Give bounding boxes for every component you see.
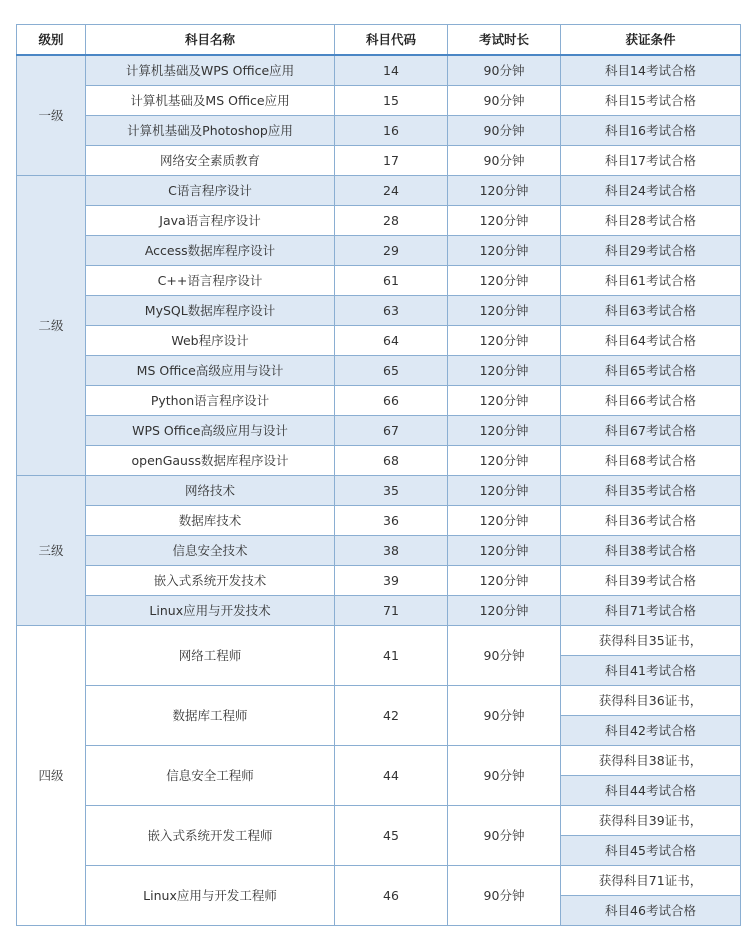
subject-code-cell: 46 <box>335 866 448 926</box>
exam-duration-cell: 90分钟 <box>448 116 561 146</box>
subject-name-cell: 数据库技术 <box>86 506 335 536</box>
subject-code-cell: 39 <box>335 566 448 596</box>
table-row <box>17 206 741 236</box>
certificate-condition-cell: 科目39考试合格 <box>561 566 741 596</box>
certificate-condition-cell: 科目24考试合格 <box>561 176 741 206</box>
level-cell: 二级 <box>17 176 86 476</box>
exam-duration-cell: 120分钟 <box>448 506 561 536</box>
subject-code-cell: 71 <box>335 596 448 626</box>
exam-duration-cell: 90分钟 <box>448 146 561 176</box>
certificate-condition-cell: 科目16考试合格 <box>561 116 741 146</box>
certificate-condition-cell: 科目45考试合格 <box>561 836 741 866</box>
subject-code-cell: 68 <box>335 446 448 476</box>
table-row <box>17 806 741 836</box>
table-row <box>17 626 741 656</box>
subject-code-cell: 66 <box>335 386 448 416</box>
table-row <box>17 296 741 326</box>
exam-duration-cell: 120分钟 <box>448 386 561 416</box>
table-row <box>17 686 741 716</box>
subject-name-cell: Web程序设计 <box>86 326 335 356</box>
subject-code-cell: 16 <box>335 116 448 146</box>
exam-duration-cell: 120分钟 <box>448 206 561 236</box>
table-row <box>17 266 741 296</box>
certificate-condition-cell: 科目46考试合格 <box>561 896 741 926</box>
subject-code-cell: 67 <box>335 416 448 446</box>
exam-duration-cell: 90分钟 <box>448 686 561 746</box>
subject-name-cell: Python语言程序设计 <box>86 386 335 416</box>
subject-name-cell: 嵌入式系统开发技术 <box>86 566 335 596</box>
header-exam-duration: 考试时长 <box>448 25 561 56</box>
exam-duration-cell: 90分钟 <box>448 806 561 866</box>
subject-name-cell: 数据库工程师 <box>86 686 335 746</box>
exam-duration-cell: 90分钟 <box>448 746 561 806</box>
certificate-condition-cell: 科目15考试合格 <box>561 86 741 116</box>
table-row <box>17 236 741 266</box>
subject-code-cell: 15 <box>335 86 448 116</box>
subject-name-cell: 网络技术 <box>86 476 335 506</box>
table-header-row <box>17 25 741 56</box>
certificate-condition-cell: 科目38考试合格 <box>561 536 741 566</box>
subject-name-cell: MySQL数据库程序设计 <box>86 296 335 326</box>
subject-code-cell: 29 <box>335 236 448 266</box>
exam-duration-cell: 120分钟 <box>448 176 561 206</box>
table-row <box>17 596 741 626</box>
table-row <box>17 866 741 896</box>
subject-name-cell: 计算机基础及MS Office应用 <box>86 86 335 116</box>
subject-code-cell: 17 <box>335 146 448 176</box>
exam-duration-cell: 90分钟 <box>448 86 561 116</box>
subject-code-cell: 44 <box>335 746 448 806</box>
certificate-condition-cell: 科目67考试合格 <box>561 416 741 446</box>
subject-name-cell: 计算机基础及Photoshop应用 <box>86 116 335 146</box>
subject-code-cell: 63 <box>335 296 448 326</box>
table-row <box>17 356 741 386</box>
subject-code-cell: 35 <box>335 476 448 506</box>
subject-code-cell: 14 <box>335 55 448 86</box>
certificate-condition-cell: 科目68考试合格 <box>561 446 741 476</box>
subject-code-cell: 61 <box>335 266 448 296</box>
subject-name-cell: 网络工程师 <box>86 626 335 686</box>
exam-duration-cell: 120分钟 <box>448 536 561 566</box>
certificate-prerequisite-cell: 获得科目36证书， <box>561 686 741 716</box>
subject-code-cell: 38 <box>335 536 448 566</box>
subject-name-cell: 网络安全素质教育 <box>86 146 335 176</box>
subject-code-cell: 41 <box>335 626 448 686</box>
exam-subjects-table <box>16 24 741 926</box>
subject-name-cell: 计算机基础及WPS Office应用 <box>86 55 335 86</box>
exam-duration-cell: 120分钟 <box>448 356 561 386</box>
certificate-condition-cell: 科目29考试合格 <box>561 236 741 266</box>
certificate-condition-cell: 科目42考试合格 <box>561 716 741 746</box>
exam-duration-cell: 120分钟 <box>448 326 561 356</box>
table-row <box>17 746 741 776</box>
exam-duration-cell: 120分钟 <box>448 266 561 296</box>
certificate-prerequisite-cell: 获得科目71证书， <box>561 866 741 896</box>
certificate-condition-cell: 科目44考试合格 <box>561 776 741 806</box>
table-row <box>17 176 741 206</box>
table-row <box>17 476 741 506</box>
subject-code-cell: 42 <box>335 686 448 746</box>
table-row <box>17 446 741 476</box>
certificate-condition-cell: 科目28考试合格 <box>561 206 741 236</box>
table-row <box>17 146 741 176</box>
certificate-condition-cell: 科目36考试合格 <box>561 506 741 536</box>
subject-code-cell: 28 <box>335 206 448 236</box>
subject-name-cell: MS Office高级应用与设计 <box>86 356 335 386</box>
exam-duration-cell: 90分钟 <box>448 55 561 86</box>
exam-duration-cell: 120分钟 <box>448 476 561 506</box>
subject-name-cell: Access数据库程序设计 <box>86 236 335 266</box>
subject-code-cell: 65 <box>335 356 448 386</box>
certificate-condition-cell: 科目35考试合格 <box>561 476 741 506</box>
exam-duration-cell: 120分钟 <box>448 236 561 266</box>
subject-code-cell: 64 <box>335 326 448 356</box>
certificate-condition-cell: 科目65考试合格 <box>561 356 741 386</box>
subject-name-cell: Linux应用与开发技术 <box>86 596 335 626</box>
certificate-condition-cell: 科目17考试合格 <box>561 146 741 176</box>
certificate-prerequisite-cell: 获得科目35证书， <box>561 626 741 656</box>
subject-code-cell: 36 <box>335 506 448 536</box>
subject-name-cell: 嵌入式系统开发工程师 <box>86 806 335 866</box>
level-cell: 三级 <box>17 476 86 626</box>
exam-duration-cell: 120分钟 <box>448 566 561 596</box>
subject-name-cell: Java语言程序设计 <box>86 206 335 236</box>
table-row <box>17 386 741 416</box>
exam-duration-cell: 120分钟 <box>448 446 561 476</box>
subject-code-cell: 24 <box>335 176 448 206</box>
table-row <box>17 86 741 116</box>
certificate-condition-cell: 科目61考试合格 <box>561 266 741 296</box>
certificate-condition-cell: 科目14考试合格 <box>561 55 741 86</box>
subject-name-cell: openGauss数据库程序设计 <box>86 446 335 476</box>
certificate-condition-cell: 科目71考试合格 <box>561 596 741 626</box>
table-row <box>17 506 741 536</box>
header-level: 级别 <box>17 25 86 56</box>
subject-name-cell: C语言程序设计 <box>86 176 335 206</box>
exam-duration-cell: 90分钟 <box>448 866 561 926</box>
certificate-condition-cell: 科目64考试合格 <box>561 326 741 356</box>
subject-name-cell: WPS Office高级应用与设计 <box>86 416 335 446</box>
table-row <box>17 416 741 446</box>
subject-name-cell: C++语言程序设计 <box>86 266 335 296</box>
header-subject-name: 科目名称 <box>86 25 335 56</box>
level-cell: 一级 <box>17 55 86 176</box>
table-row <box>17 566 741 596</box>
certificate-condition-cell: 科目41考试合格 <box>561 656 741 686</box>
subject-name-cell: Linux应用与开发工程师 <box>86 866 335 926</box>
table-body <box>17 55 741 926</box>
exam-duration-cell: 90分钟 <box>448 626 561 686</box>
subject-name-cell: 信息安全技术 <box>86 536 335 566</box>
exam-duration-cell: 120分钟 <box>448 596 561 626</box>
certificate-prerequisite-cell: 获得科目39证书， <box>561 806 741 836</box>
table-row <box>17 116 741 146</box>
exam-duration-cell: 120分钟 <box>448 296 561 326</box>
header-certificate-condition: 获证条件 <box>561 25 741 56</box>
header-subject-code: 科目代码 <box>335 25 448 56</box>
exam-duration-cell: 120分钟 <box>448 416 561 446</box>
subject-name-cell: 信息安全工程师 <box>86 746 335 806</box>
table-row <box>17 326 741 356</box>
certificate-condition-cell: 科目66考试合格 <box>561 386 741 416</box>
subject-code-cell: 45 <box>335 806 448 866</box>
certificate-condition-cell: 科目63考试合格 <box>561 296 741 326</box>
table-row <box>17 55 741 86</box>
table-row <box>17 536 741 566</box>
level-cell: 四级 <box>17 626 86 926</box>
certificate-prerequisite-cell: 获得科目38证书， <box>561 746 741 776</box>
